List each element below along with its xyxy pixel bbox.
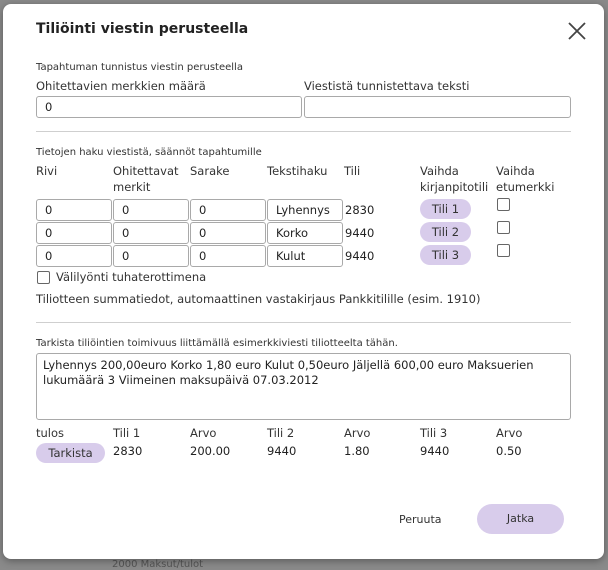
row-rivi-input[interactable]: 0	[36, 222, 112, 244]
header-vaihda-etumerkki: Vaihda etumerkki	[496, 164, 555, 194]
result-tili-1: 2830	[113, 444, 143, 458]
row-rivi-input[interactable]: 0	[36, 199, 112, 221]
row-tili-value: 9440	[345, 226, 375, 240]
row-ohitettavat-input[interactable]: 0	[113, 245, 189, 267]
identification-section-label: Tapahtuman tunnistus viestin perusteella	[36, 62, 243, 73]
identify-text-label: Viestistä tunnistettava teksti	[304, 79, 470, 93]
rules-section-label: Tietojen haku viestistä, säännöt tapahtumille	[36, 147, 262, 158]
header-vaihda-kirjanpitotili: Vaihda kirjanpitotili	[420, 164, 489, 194]
result-tili-2: 9440	[267, 444, 297, 458]
header-tekstihaku: Tekstihaku	[267, 164, 328, 178]
row-tili-value: 2830	[345, 203, 375, 217]
test-section-label: Tarkista tiliöintien toimivuus liittämällä esimerkkiviesti tiliotteelta tähän.	[36, 338, 398, 349]
row-ohitettavat-input[interactable]: 0	[113, 199, 189, 221]
header-sarake: Sarake	[190, 164, 230, 178]
row-sarake-input[interactable]: 0	[190, 222, 266, 244]
cancel-button[interactable]: Peruuta	[399, 513, 442, 526]
tili-2-button[interactable]: Tili 2	[420, 222, 471, 242]
tili-3-button[interactable]: Tili 3	[420, 245, 471, 265]
row-tekstihaku-input[interactable]: Lyhennys	[267, 199, 343, 221]
row-tili-value: 9440	[345, 249, 375, 263]
header-ohitettavat: Ohitettavat merkit	[113, 164, 179, 194]
results-header-tulos: tulos	[36, 426, 65, 440]
row-tekstihaku-input[interactable]: Kulut	[267, 245, 343, 267]
results-header-tili-3: Tili 3	[420, 426, 448, 440]
skip-chars-label: Ohitettavien merkkien määrä	[36, 79, 206, 93]
example-message-textarea[interactable]: Lyhennys 200,00euro Korko 1,80 euro Kulut 0,50euro Jäljellä 600,00 euro Maksuerien lukumäärä 3 Viimeinen maksupäivä 07.03.2012	[36, 353, 571, 420]
check-button[interactable]: Tarkista	[36, 443, 105, 463]
result-arvo-3: 0.50	[496, 444, 522, 458]
result-arvo-2: 1.80	[344, 444, 370, 458]
row-ohitettavat-input[interactable]: 0	[113, 222, 189, 244]
close-icon[interactable]	[567, 21, 587, 41]
results-header-arvo-2: Arvo	[344, 426, 371, 440]
identify-text-input[interactable]	[304, 96, 571, 118]
row-sarake-input[interactable]: 0	[190, 199, 266, 221]
change-sign-checkbox[interactable]	[497, 221, 510, 234]
skip-chars-input[interactable]: 0	[36, 96, 302, 118]
row-tekstihaku-input[interactable]: Korko	[267, 222, 343, 244]
background-text: 2000 Maksut/tulot	[112, 559, 204, 570]
row-sarake-input[interactable]: 0	[190, 245, 266, 267]
tili-1-button[interactable]: Tili 1	[420, 199, 471, 219]
header-tili: Tili	[344, 164, 361, 178]
divider	[36, 131, 571, 132]
row-rivi-input[interactable]: 0	[36, 245, 112, 267]
divider	[36, 322, 571, 323]
result-arvo-1: 200.00	[190, 444, 231, 458]
thousands-separator-checkbox[interactable]	[37, 271, 50, 284]
dialog	[3, 4, 604, 559]
dialog-title: Tiliöinti viestin perusteella	[36, 21, 249, 37]
change-sign-checkbox[interactable]	[497, 198, 510, 211]
continue-button[interactable]: Jatka	[477, 504, 564, 534]
results-header-arvo-1: Arvo	[190, 426, 217, 440]
results-header-arvo-3: Arvo	[496, 426, 523, 440]
results-header-tili-1: Tili 1	[113, 426, 141, 440]
header-rivi: Rivi	[36, 164, 58, 178]
results-header-tili-2: Tili 2	[267, 426, 295, 440]
change-sign-checkbox[interactable]	[497, 244, 510, 257]
thousands-separator-label: Välilyönti tuhaterottimena	[56, 270, 207, 284]
summary-text: Tiliotteen summatiedot, automaattinen vastakirjaus Pankkitilille (esim. 1910)	[36, 292, 481, 306]
result-tili-3: 9440	[420, 444, 450, 458]
